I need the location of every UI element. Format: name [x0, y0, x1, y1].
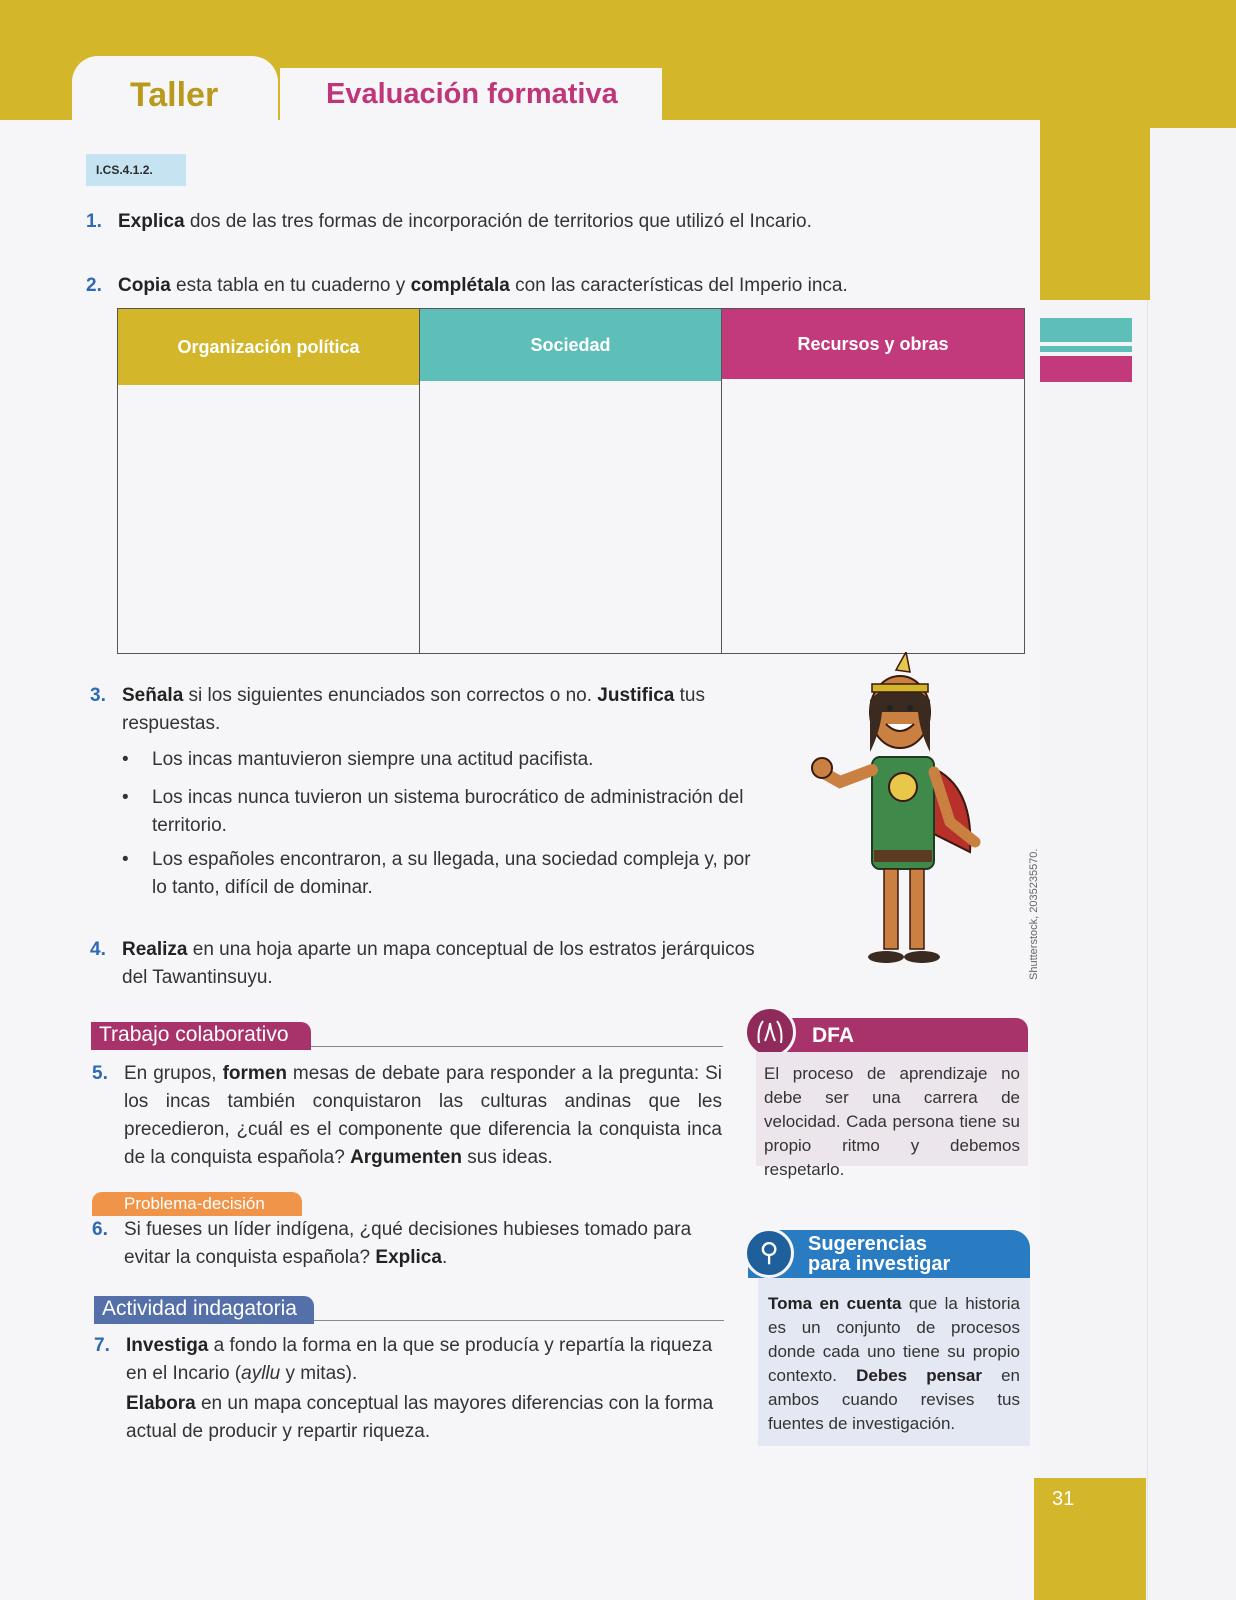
taller-tab: Taller [72, 56, 278, 136]
question-verb-2: Justifica [597, 685, 675, 706]
question-text: esta tabla en tu cuaderno y [170, 275, 411, 296]
table-column [420, 309, 722, 653]
dfa-title: DFA [812, 1024, 854, 1047]
question-text-end: con las características del Imperio inca. [509, 275, 848, 296]
dfa-header [756, 1018, 1028, 1052]
inquiry-section-label: Actividad indagatoria [94, 1296, 314, 1324]
question-text-end: tus respuestas. [122, 685, 705, 734]
question-text-start: En grupos, [124, 1063, 223, 1084]
suggestions-text [768, 1292, 1020, 1436]
question-1 [86, 208, 986, 236]
suggestions-verb-2: Debes pensar [856, 1366, 982, 1385]
statement-text: Los españoles encontraron, a su llegada, una sociedad compleja y, por lo tanto, difícil de dominar. [152, 849, 751, 898]
table-column [722, 309, 1024, 653]
side-tab-teal-thin [1040, 346, 1132, 352]
question-text: en una hoja aparte un mapa conceptual de los estratos jerárquicos del Tawantinsuyu. [122, 939, 755, 988]
question-text-end: y mitas). [280, 1363, 358, 1384]
question-number: 1. [86, 211, 102, 232]
question-number: 6. [92, 1219, 108, 1240]
suggestions-text-end: en ambos cuando revises tus fuentes de investigación. [768, 1366, 1020, 1433]
question-7 [94, 1332, 724, 1446]
page-edge-line [1147, 300, 1148, 1600]
statement-text: Los incas nunca tuvieron un sistema burocrático de administración del territorio. [152, 787, 744, 836]
side-tab-magenta [1040, 356, 1132, 382]
question-text: mesas de debate para responder a la pregunta: Si los incas también conquistaron las culturas andinas que les precedieron, ¿cuál es el componente que diferencia la conquista inca de la conquista española? [124, 1063, 723, 1168]
skill-code-badge: I.CS.4.1.2. [86, 154, 186, 186]
right-band [1040, 0, 1150, 300]
question-number: 5. [92, 1063, 108, 1084]
question-verb-2: Argumenten [350, 1147, 462, 1168]
table-column [118, 309, 420, 653]
question-verb: Explica [375, 1247, 442, 1268]
collab-section-label: Trabajo colaborativo [91, 1022, 311, 1050]
statement-item: • Los incas nunca tuvieron un sistema burocrático de administración del territorio. [122, 787, 744, 836]
suggestions-title-line1: Sugerencias [808, 1233, 927, 1255]
table-header-society: Sociedad [420, 309, 721, 381]
question-4 [90, 936, 760, 992]
magnifier-icon: ⚲ [744, 1228, 794, 1278]
collab-section-rule [311, 1046, 723, 1047]
question-5 [92, 1060, 722, 1172]
question-3 [90, 682, 760, 738]
question-text: Si fueses un líder indígena, ¿qué decisiones hubieses tomado para evitar la conquista española? [124, 1219, 692, 1268]
characteristics-table [117, 308, 1025, 654]
question-text-2: en un mapa conceptual las mayores diferencias con la forma actual de producir y repartir riqueza. [126, 1393, 714, 1442]
image-credit: Shutterstock, 2035235570. [1028, 848, 1040, 980]
suggestions-verb: Toma en cuenta [768, 1294, 902, 1313]
question-verb: Investiga [126, 1335, 209, 1356]
question-6 [92, 1216, 722, 1272]
side-tab-teal [1040, 318, 1132, 342]
statement-item: • Los españoles encontraron, a su llegada, una sociedad compleja y, por lo tanto, difícil de dominar. [122, 849, 751, 898]
page-number: 31 [1034, 1478, 1146, 1600]
hands-icon [744, 1006, 796, 1058]
question-text-end: . [441, 1247, 448, 1268]
section-title: Evaluación formativa [280, 68, 662, 124]
question-text-end: sus ideas. [461, 1147, 553, 1168]
question-verb: formen [222, 1063, 287, 1084]
suggestions-title-line2: para investigar [808, 1253, 951, 1275]
question-verb: Explica [118, 211, 185, 232]
question-number: 3. [90, 685, 106, 706]
inquiry-section-rule [314, 1320, 724, 1321]
question-verb: Señala [122, 685, 184, 706]
problem-section-label: Problema-decisión [92, 1192, 302, 1216]
question-number: 7. [94, 1335, 110, 1356]
statement-item: • Los incas mantuvieron siempre una actitud pacifista. [122, 749, 594, 770]
question-verb-2: complétala [410, 275, 510, 296]
question-text: si los siguientes enunciados son correctos o no. [183, 685, 598, 706]
question-number: 4. [90, 939, 106, 960]
suggestions-text-mid: que la historia es un conjunto de procesos donde cada uno tiene su propio contexto. [768, 1294, 1020, 1385]
question-text: dos de las tres formas de incorporación de territorios que utilizó el Incario. [184, 211, 812, 232]
table-header-resources: Recursos y obras [722, 309, 1024, 379]
question-2 [86, 272, 986, 300]
inca-warrior-illustration [800, 652, 990, 982]
table-header-political: Organización política [118, 309, 419, 385]
question-text: a fondo la forma en la que se producía y repartía la riqueza en el Incario ( [126, 1335, 713, 1384]
question-verb: Realiza [122, 939, 188, 960]
dfa-text: El proceso de aprendizaje no debe ser una carrera de velocidad. Cada persona tiene su propio ritmo y debemos respetarlo. [764, 1064, 1020, 1179]
question-verb: Copia [118, 275, 171, 296]
question-number: 2. [86, 275, 102, 296]
statement-text: Los incas mantuvieron siempre una actitud pacifista. [152, 749, 594, 770]
question-verb-2: Elabora [126, 1393, 196, 1414]
suggestions-title [808, 1234, 950, 1274]
question-italic-term: ayllu [241, 1363, 281, 1384]
